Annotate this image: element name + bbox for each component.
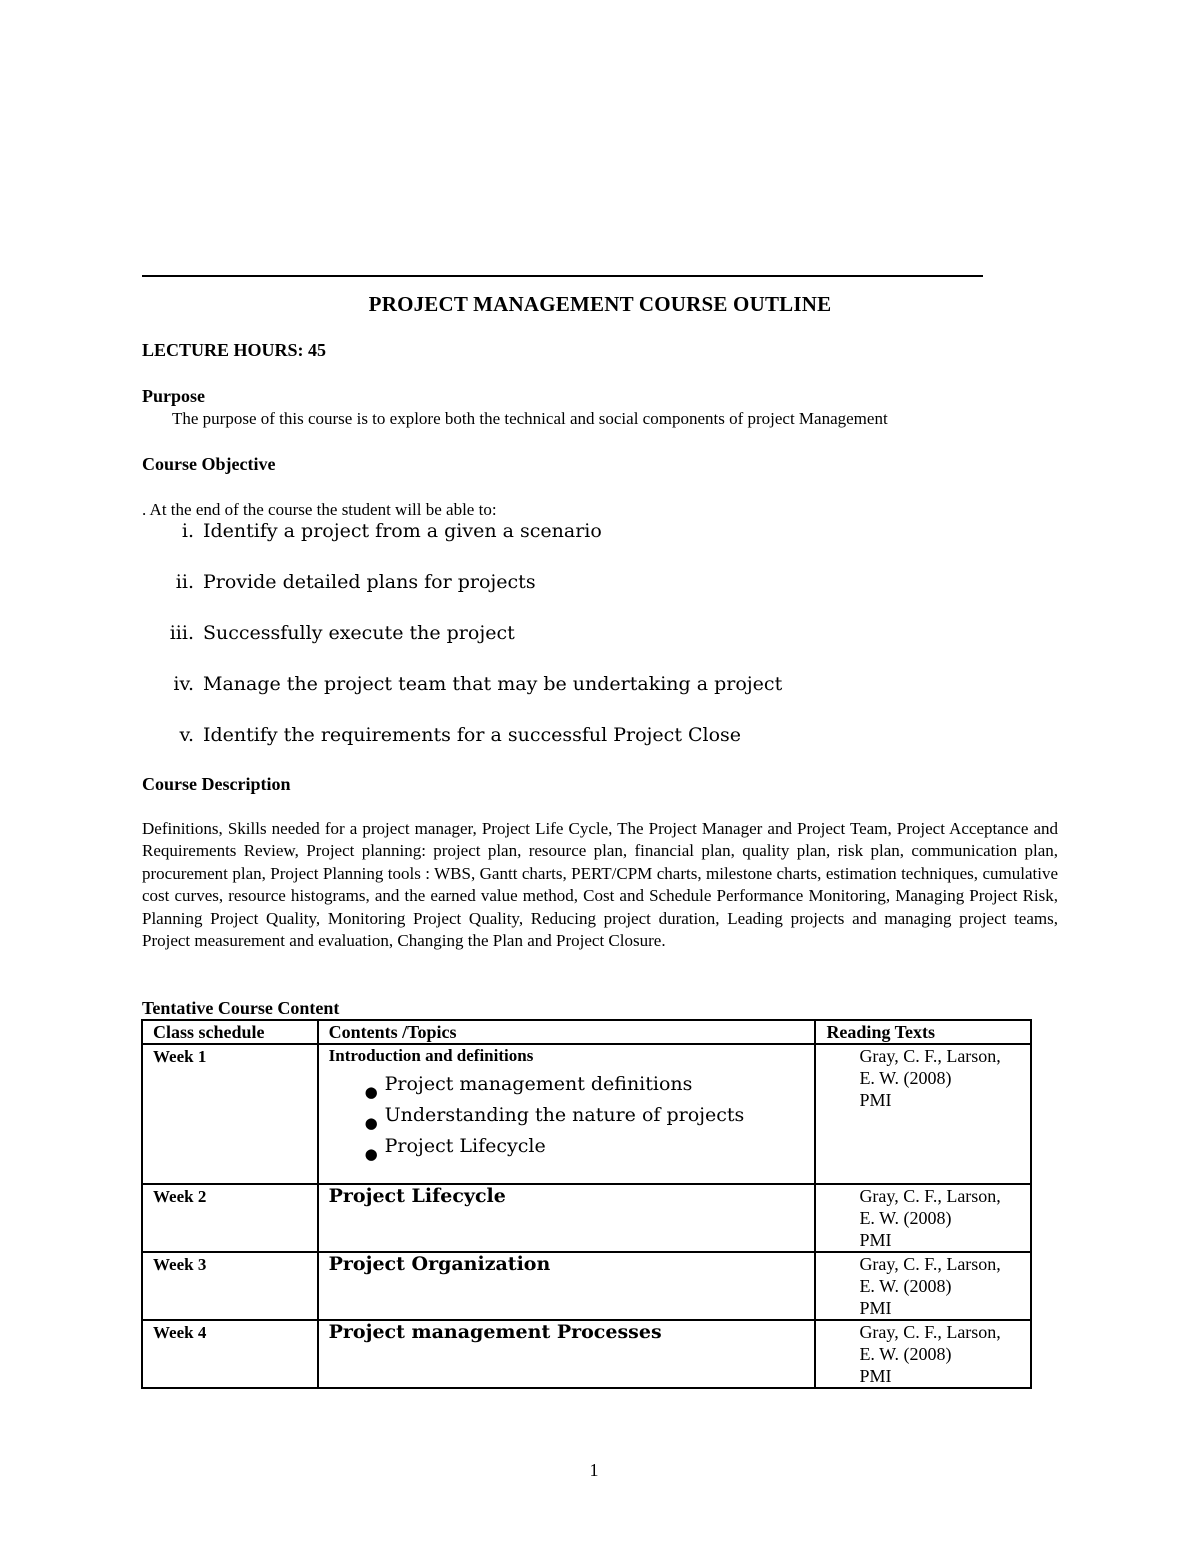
list-item: ● Project management definitions [355, 1069, 805, 1100]
description-text: Definitions, Skills needed for a project manager, Project Life Cycle, The Project Manager and Project Team, Project Acceptance and Requirements Review, Project planning: project plan, resource plan, financial plan, quality plan, risk plan, communication plan, procurement plan, Project Planning tools : WBS, Gantt charts, PERT/CPM charts, milestone charts, estimation techniques, cumulative cost curves, resource histograms, and the earned value method, Cost and Schedule Performance Monitoring, Managing Project Risk, Planning Project Quality, Monitoring Project Quality, Reducing project duration, Leading projects and managing project teams, Project measurement and evaluation, Changing the Plan and Project Closure. [142, 819, 1058, 951]
objective-item [142, 673, 782, 703]
bullet-icon: ● [364, 1145, 378, 1163]
course-content-table [141, 1019, 1032, 1389]
topic-title: Introduction and definitions [328, 1046, 534, 1065]
reading-line: E. W. (2008) [859, 1208, 952, 1228]
week-cell: Week 3 [142, 1252, 318, 1320]
table-row [142, 1044, 1031, 1184]
table-row [142, 1184, 1031, 1252]
week-cell: Week 2 [142, 1184, 318, 1252]
table-header-row [142, 1020, 1031, 1044]
reading-line: PMI [859, 1230, 892, 1250]
description-heading: Course Description [142, 774, 291, 794]
purpose-text: The purpose of this course is to explore both the technical and social components of project Management [172, 409, 888, 428]
table-row [142, 1320, 1031, 1388]
list-item: ● Project Lifecycle [355, 1131, 805, 1162]
reading-line: Gray, C. F., Larson, [859, 1322, 1001, 1342]
bullet-icon: ● [364, 1114, 378, 1132]
week-cell: Week 1 [142, 1044, 318, 1184]
objective-text: Identify the requirements for a successful Project Close [203, 724, 742, 746]
column-header-topics: Contents /Topics [318, 1020, 816, 1044]
reading-cell [815, 1320, 1031, 1388]
objective-intro: . At the end of the course the student will be able to: [142, 500, 497, 519]
reading-line: PMI [859, 1298, 892, 1318]
reading-line: Gray, C. F., Larson, [859, 1254, 1001, 1274]
objective-text: Provide detailed plans for projects [203, 571, 536, 593]
top-rule [142, 275, 983, 277]
objective-item [142, 724, 741, 754]
objective-item [142, 622, 515, 652]
objective-text: Identify a project from a given a scenario [203, 520, 602, 542]
column-header-reading: Reading Texts [815, 1020, 1031, 1044]
objective-text: Manage the project team that may be undertaking a project [203, 673, 783, 695]
content-heading: Tentative Course Content [142, 998, 340, 1018]
topic-cell: Project Lifecycle [318, 1184, 816, 1252]
objective-text: Successfully execute the project [203, 622, 515, 644]
objective-number: i. [181, 520, 194, 542]
objective-item [142, 520, 602, 550]
objective-number: iii. [169, 622, 194, 644]
page-number: 1 [589, 1460, 599, 1480]
purpose-heading: Purpose [142, 386, 205, 406]
topic-cell: Project management Processes [318, 1320, 816, 1388]
objective-heading: Course Objective [142, 454, 276, 474]
page-title: PROJECT MANAGEMENT COURSE OUTLINE [368, 292, 832, 316]
topic-bullets [329, 1069, 805, 1162]
bullet-icon: ● [364, 1083, 378, 1101]
table-row [142, 1252, 1031, 1320]
list-item: ● Understanding the nature of projects [355, 1100, 805, 1131]
reading-line: PMI [859, 1090, 892, 1110]
objective-item [142, 571, 536, 601]
reading-line: E. W. (2008) [859, 1276, 952, 1296]
objective-number: ii. [175, 571, 194, 593]
reading-line: E. W. (2008) [859, 1068, 952, 1088]
reading-line: PMI [859, 1366, 892, 1386]
column-header-schedule: Class schedule [142, 1020, 318, 1044]
objective-number: iv. [173, 673, 194, 695]
reading-cell [815, 1044, 1031, 1184]
lecture-hours: LECTURE HOURS: 45 [142, 340, 327, 360]
reading-cell [815, 1184, 1031, 1252]
objective-number: v. [179, 724, 194, 746]
topic-cell: Project Organization [318, 1252, 816, 1320]
reading-line: E. W. (2008) [859, 1344, 952, 1364]
week-cell: Week 4 [142, 1320, 318, 1388]
reading-line: Gray, C. F., Larson, [859, 1186, 1001, 1206]
reading-line: Gray, C. F., Larson, [859, 1046, 1001, 1066]
reading-cell [815, 1252, 1031, 1320]
topic-cell [318, 1044, 816, 1184]
